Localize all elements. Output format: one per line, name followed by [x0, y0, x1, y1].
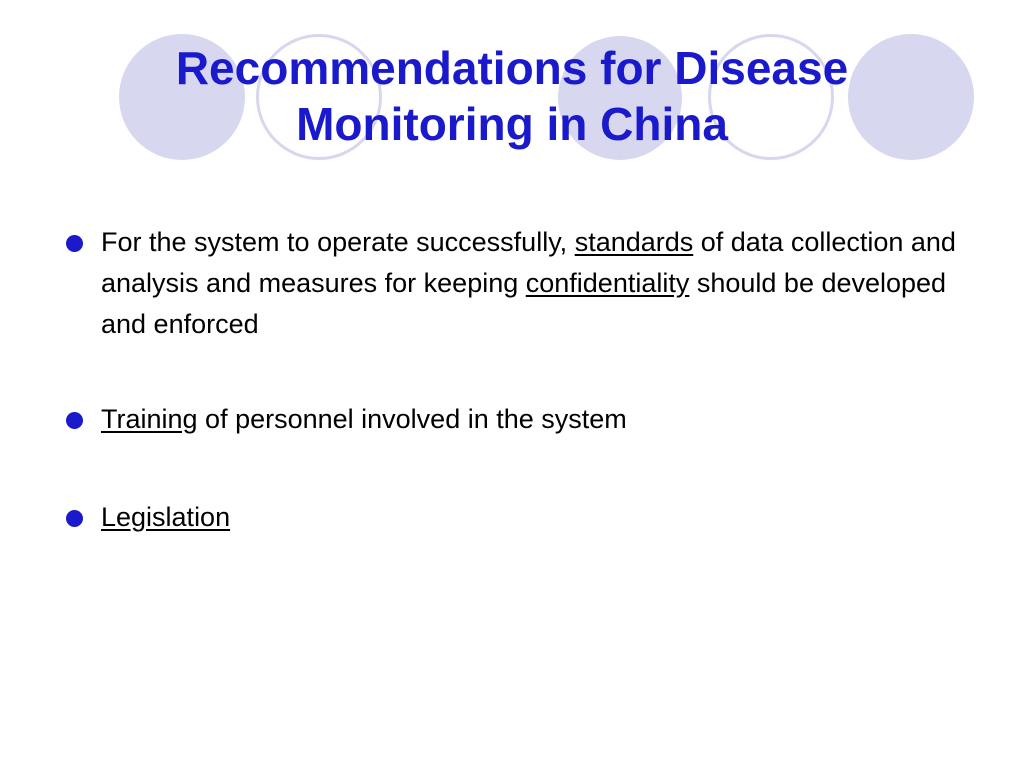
keyword-standards: standards [574, 227, 694, 257]
slide-title-line-1: Recommendations for Disease [175, 42, 849, 94]
bullet-item-training [64, 399, 974, 440]
slide-title-line-2: Monitoring in China [296, 98, 728, 150]
bullet-text: of personnel involved in the system [197, 404, 627, 434]
bullet-list [64, 222, 974, 538]
keyword-training: Training [101, 404, 198, 434]
bullet-dot-icon [66, 412, 83, 429]
slide-title [100, 40, 924, 152]
bullet-text: of data collection and analysis and measures for keeping [101, 227, 956, 298]
keyword-confidentiality: confidentiality [525, 268, 690, 298]
bullet-item-legislation [64, 497, 974, 538]
bullet-item-standards [64, 222, 974, 345]
bullet-text: For the system to operate successfully, [101, 227, 575, 257]
bullet-dot-icon [66, 235, 83, 252]
bullet-text: should be developed and enforced [101, 268, 947, 339]
bullet-dot-icon [66, 510, 83, 527]
keyword-legislation: Legislation [101, 502, 231, 532]
